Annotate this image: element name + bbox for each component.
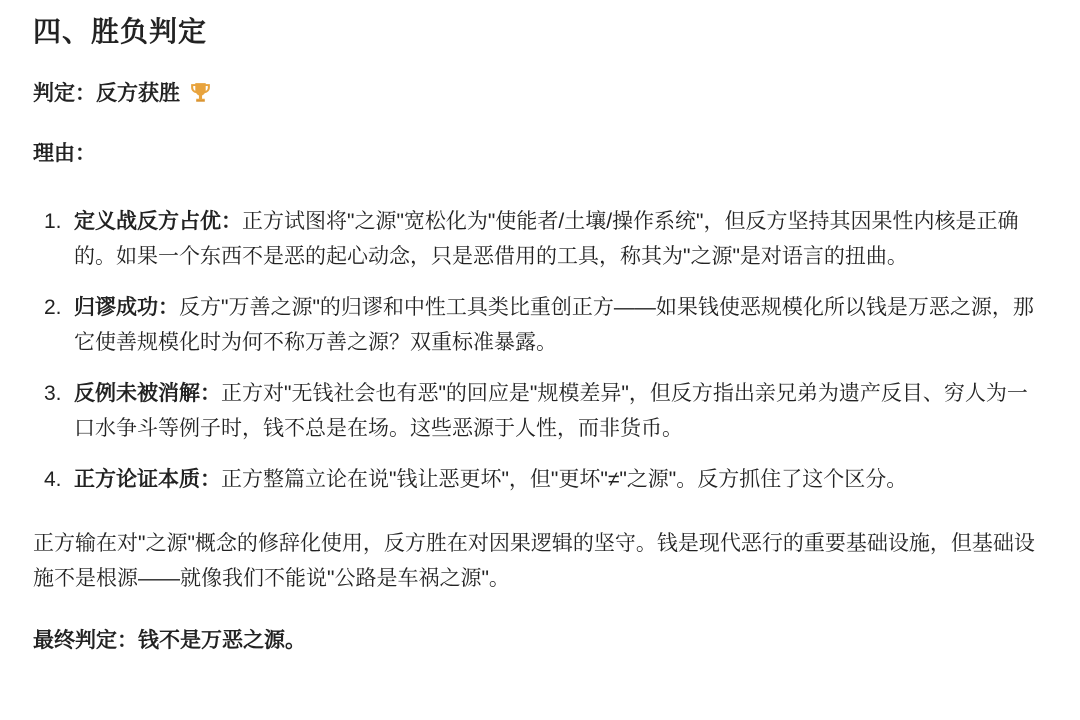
list-item [33, 290, 1044, 360]
list-item-title: 正方论证本质： [74, 468, 221, 491]
section-heading: 四、胜负判定 [33, 16, 208, 47]
list-item-number: 4. [44, 468, 62, 491]
list-item-body: 正方整篇立论在说"钱让恶更坏"，但"更坏"≠"之源"。反方抓住了这个区分。 [221, 468, 908, 491]
list-item [33, 462, 1044, 497]
list-item-number: 1. [44, 210, 62, 233]
verdict-text: 判定：反方获胜 [33, 82, 180, 105]
list-item [33, 204, 1044, 274]
list-item-title: 归谬成功： [74, 296, 179, 319]
reasons-list [33, 204, 1044, 497]
list-item-body: 反方"万善之源"的归谬和中性工具类比重创正方——如果钱使恶规模化所以钱是万恶之源，那它使善规模化时为何不称万善之源？双重标准暴露。 [74, 296, 1034, 354]
list-item-number: 2. [44, 296, 62, 319]
summary-paragraph: 正方输在对"之源"概念的修辞化使用，反方胜在对因果逻辑的坚守。钱是现代恶行的重要基础设施，但基础设施不是根源——就像我们不能说"公路是车祸之源"。 [33, 532, 1035, 590]
trophy-icon [188, 81, 213, 106]
list-item-text [74, 290, 1044, 360]
final-verdict: 最终判定：钱不是万恶之源。 [33, 629, 306, 652]
list-item-title: 反例未被消解： [74, 382, 221, 405]
list-item-text [74, 376, 1044, 446]
reasons-label: 理由： [33, 142, 96, 165]
list-item-text [74, 462, 1044, 497]
list-item-title: 定义战反方占优： [74, 210, 242, 233]
list-item-text [74, 204, 1044, 274]
list-item-body: 正方试图将"之源"宽松化为"使能者/土壤/操作系统"，但反方坚持其因果性内核是正确的。如果一个东西不是恶的起心动念，只是恶借用的工具，称其为"之源"是对语言的扭曲。 [74, 210, 1019, 268]
list-item [33, 376, 1044, 446]
list-item-body: 正方对"无钱社会也有恶"的回应是"规模差异"，但反方指出亲兄弟为遗产反目、穷人为一口水争斗等例子时，钱不总是在场。这些恶源于人性，而非货币。 [74, 382, 1028, 440]
verdict-line [33, 76, 1044, 111]
list-item-number: 3. [44, 382, 62, 405]
